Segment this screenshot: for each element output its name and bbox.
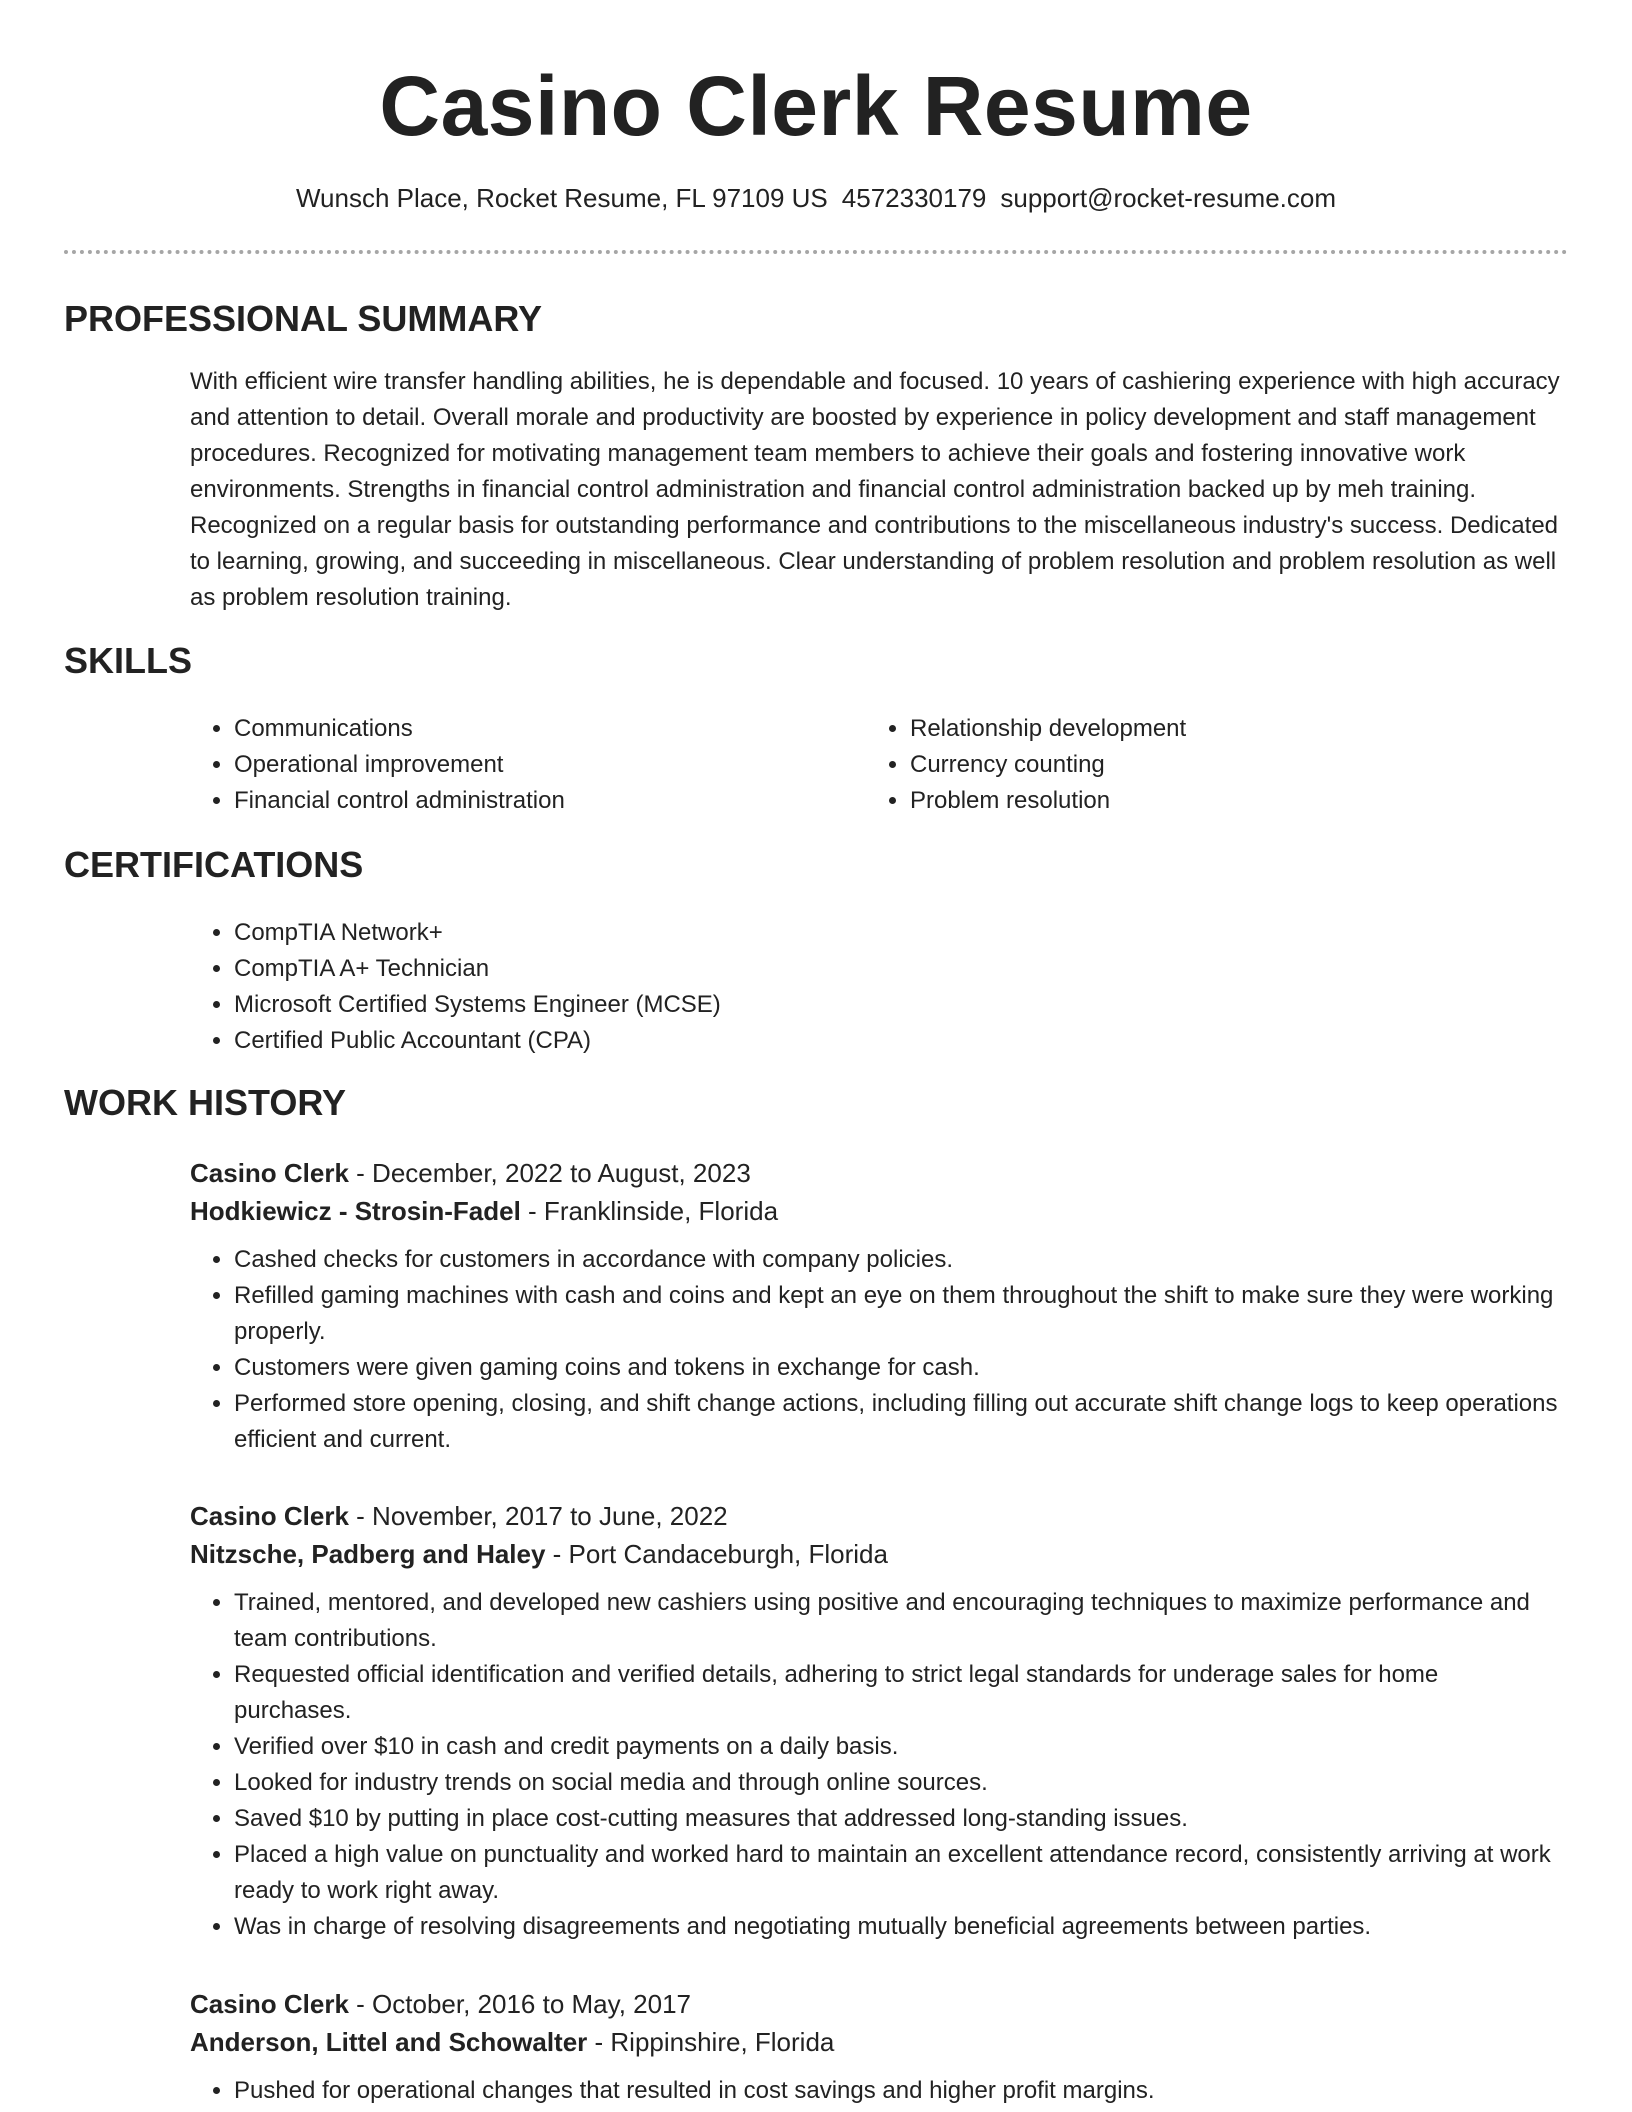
skill-item: • Financial control administration	[234, 783, 565, 819]
summary-text: With efficient wire transfer handling abilities, he is dependable and focused. 10 years of cashiering experience with high accuracy and attention to detail. Overall morale and productivity are boosted by experience in policy development and staff management procedures. Recognized for motivating management team members to achieve their goals and fostering innovative work environments. Strengths in financial control administration and financial control administration backed up by meh training. Recognized on a regular basis for outstanding performance and contributions to the miscellaneous industry's success. Dedicated to learning, growing, and succeeding in miscellaneous. Clear understanding of problem resolution and problem resolution as well as problem resolution training.	[190, 368, 1560, 611]
job-title: Casino Clerk	[190, 1989, 349, 2019]
section-title-certifications: CERTIFICATIONS	[64, 844, 364, 885]
job-location: - Franklinside, Florida	[520, 1196, 779, 1226]
job-location: - Port Candaceburgh, Florida	[545, 1539, 888, 1569]
job-location: - Rippinshire, Florida	[587, 2027, 835, 2057]
job-bullet: • Refilled gaming machines with cash and coins and kept an eye on them throughout the shift to make sure they were working properly.	[234, 1278, 1562, 1350]
skills-list-right	[866, 711, 1186, 819]
skill-item: • Communications	[234, 711, 565, 747]
certification-item: • Microsoft Certified Systems Engineer (MCSE)	[234, 987, 721, 1023]
job-title-line	[190, 1985, 1562, 2023]
section-title-skills: SKILLS	[64, 640, 193, 681]
job-bullets	[190, 1585, 1562, 1945]
job-entry	[190, 1985, 1562, 2109]
skills-list-left	[190, 711, 565, 819]
job-company: Hodkiewicz - Strosin-Fadel	[190, 1196, 521, 1226]
certification-item: • Certified Public Accountant (CPA)	[234, 1023, 721, 1059]
skill-item: • Currency counting	[910, 747, 1186, 783]
header-divider	[64, 250, 1568, 254]
skills-column-left	[190, 711, 565, 819]
job-bullet: • Cashed checks for customers in accordance with company policies.	[234, 1242, 1562, 1278]
job-bullet: • Verified over $10 in cash and credit payments on a daily basis.	[234, 1729, 1562, 1765]
job-company: Anderson, Littel and Schowalter	[190, 2027, 588, 2057]
job-entry	[190, 1154, 1562, 1458]
contact-email[interactable]: support@rocket-resume.com	[1000, 183, 1337, 213]
job-title: Casino Clerk	[190, 1501, 349, 1531]
contact-line	[0, 182, 1632, 214]
job-bullets	[190, 2073, 1562, 2109]
section-title-summary: PROFESSIONAL SUMMARY	[64, 298, 543, 339]
job-title-line	[190, 1154, 1562, 1192]
job-bullet: • Trained, mentored, and developed new cashiers using positive and encouraging techniques to maximize performance and team contributions.	[234, 1585, 1562, 1657]
job-bullet: • Looked for industry trends on social media and through online sources.	[234, 1765, 1562, 1801]
job-bullet: • Placed a high value on punctuality and worked hard to maintain an excellent attendance record, consistently arriving at work ready to work right away.	[234, 1837, 1562, 1909]
certifications-list	[190, 915, 721, 1059]
job-bullet: • Performed store opening, closing, and shift change actions, including filling out accurate shift change logs to keep operations efficient and current.	[234, 1386, 1562, 1458]
certifications-block	[190, 915, 721, 1059]
contact-phone: 4572330179	[841, 183, 987, 213]
job-company-line	[190, 1192, 1562, 1230]
certification-item: • CompTIA A+ Technician	[234, 951, 721, 987]
job-dates: - November, 2017 to June, 2022	[348, 1501, 728, 1531]
job-company-line	[190, 1535, 1562, 1573]
certification-item: • CompTIA Network+	[234, 915, 721, 951]
job-entry	[190, 1497, 1562, 1945]
job-bullet: • Requested official identification and verified details, adhering to strict legal standards for underage sales for home purchases.	[234, 1657, 1562, 1729]
job-company: Nitzsche, Padberg and Haley	[190, 1539, 546, 1569]
skill-item: • Operational improvement	[234, 747, 565, 783]
job-dates: - December, 2022 to August, 2023	[348, 1158, 751, 1188]
skill-item: • Problem resolution	[910, 783, 1186, 819]
section-title-work-history: WORK HISTORY	[64, 1082, 347, 1123]
job-title-line	[190, 1497, 1562, 1535]
job-bullet: • Customers were given gaming coins and tokens in exchange for cash.	[234, 1350, 1562, 1386]
contact-address: Wunsch Place, Rocket Resume, FL 97109 US	[295, 183, 828, 213]
job-bullet: • Saved $10 by putting in place cost-cutting measures that addressed long-standing issues.	[234, 1801, 1562, 1837]
job-dates: - October, 2016 to May, 2017	[348, 1989, 692, 2019]
job-bullet: • Was in charge of resolving disagreements and negotiating mutually beneficial agreements between parties.	[234, 1909, 1562, 1945]
job-title: Casino Clerk	[190, 1158, 349, 1188]
skill-item: • Relationship development	[910, 711, 1186, 747]
skills-column-right	[866, 711, 1186, 819]
job-company-line	[190, 2023, 1562, 2061]
job-bullets	[190, 1242, 1562, 1458]
resume-title: Casino Clerk Resume	[379, 59, 1253, 153]
job-bullet: • Pushed for operational changes that resulted in cost savings and higher profit margins.	[234, 2073, 1562, 2109]
